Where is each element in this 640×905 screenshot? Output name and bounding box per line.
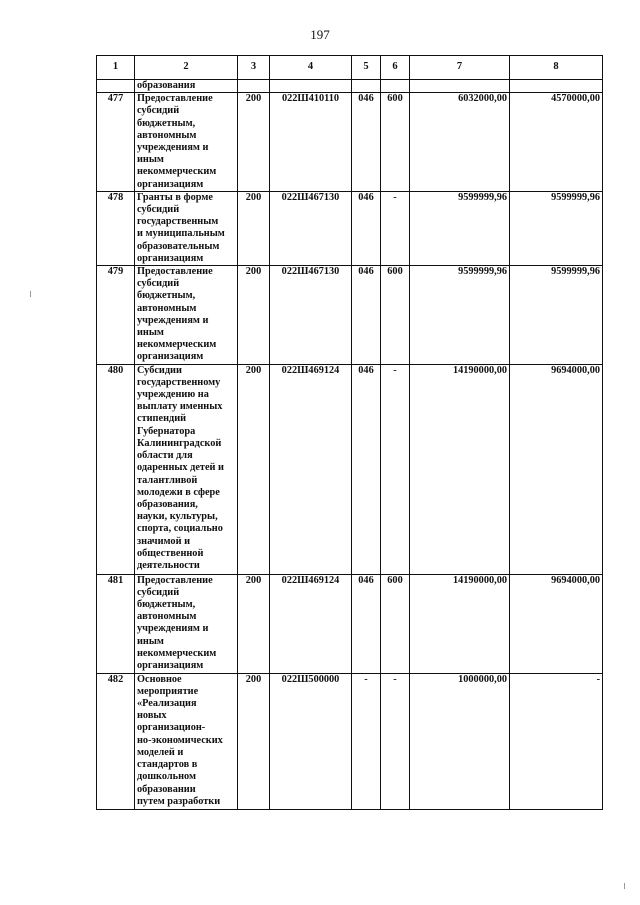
cell-section: 046 — [352, 93, 381, 192]
cell-expense-type: - — [381, 191, 410, 265]
cell-amount-2: 9694000,00 — [510, 574, 603, 673]
cell-section: 046 — [352, 574, 381, 673]
cell-code: 200 — [238, 364, 270, 574]
cell-amount-1 — [410, 80, 510, 93]
budget-table — [96, 55, 603, 810]
column-header: 4 — [270, 56, 352, 80]
cell-target-article: 022Ш467130 — [270, 191, 352, 265]
table-row-continuation — [97, 80, 603, 93]
cell-section — [352, 80, 381, 93]
cell-amount-1: 14190000,00 — [410, 364, 510, 574]
column-header: 8 — [510, 56, 603, 80]
column-header: 6 — [381, 56, 410, 80]
table-header-row — [97, 56, 603, 80]
cell-code: 200 — [238, 673, 270, 809]
cell-number: 481 — [97, 574, 135, 673]
column-header: 7 — [410, 56, 510, 80]
cell-description: Предоставление субсидий бюджетным, автономным учреждениям и иным некоммерческим организациям — [135, 574, 238, 673]
column-header: 1 — [97, 56, 135, 80]
cell-expense-type: 600 — [381, 93, 410, 192]
cell-code: 200 — [238, 191, 270, 265]
page-number: 197 — [310, 27, 330, 42]
table-row — [97, 93, 603, 192]
cell-amount-1: 14190000,00 — [410, 574, 510, 673]
cell-target-article: 022Ш469124 — [270, 574, 352, 673]
cell-target-article: 022Ш467130 — [270, 266, 352, 365]
table-row — [97, 364, 603, 574]
cell-amount-1: 6032000,00 — [410, 93, 510, 192]
cell-code — [238, 80, 270, 93]
cell-code: 200 — [238, 266, 270, 365]
cell-expense-type: - — [381, 673, 410, 809]
scan-speck — [624, 883, 625, 889]
table-row — [97, 266, 603, 365]
cell-amount-1: 1000000,00 — [410, 673, 510, 809]
cell-target-article: 022Ш500000 — [270, 673, 352, 809]
table-row — [97, 191, 603, 265]
column-header: 5 — [352, 56, 381, 80]
scan-speck — [30, 291, 31, 297]
cell-number: 477 — [97, 93, 135, 192]
cell-section: 046 — [352, 364, 381, 574]
cell-amount-2: 9599999,96 — [510, 191, 603, 265]
cell-description: Предоставление субсидий бюджетным, автономным учреждениям и иным некоммерческим организациям — [135, 93, 238, 192]
cell-amount-2: 9694000,00 — [510, 364, 603, 574]
column-header: 2 — [135, 56, 238, 80]
cell-amount-2 — [510, 80, 603, 93]
table-row — [97, 574, 603, 673]
cell-number — [97, 80, 135, 93]
cell-number: 478 — [97, 191, 135, 265]
cell-section: 046 — [352, 191, 381, 265]
cell-target-article: 022Ш410110 — [270, 93, 352, 192]
cell-section: 046 — [352, 266, 381, 365]
cell-expense-type: 600 — [381, 574, 410, 673]
table-row — [97, 673, 603, 809]
cell-description: Гранты в форме субсидий государственным и муниципальным образовательным организациям — [135, 191, 238, 265]
cell-number: 480 — [97, 364, 135, 574]
cell-description: Субсидии государственному учреждению на выплату именных стипендий Губернатора Калининградской области для одаренных детей и талантливой молодежи в сфере образования, науки, культуры, спорта, социально значимой и общественной деятельности — [135, 364, 238, 574]
cell-section: - — [352, 673, 381, 809]
column-header: 3 — [238, 56, 270, 80]
cell-description: Основное мероприятие «Реализация новых организацион- но-экономических моделей и стандартов в дошкольном образовании путем разработки — [135, 673, 238, 809]
cell-target-article: 022Ш469124 — [270, 364, 352, 574]
cell-number: 482 — [97, 673, 135, 809]
cell-code: 200 — [238, 574, 270, 673]
cell-expense-type: - — [381, 364, 410, 574]
cell-number: 479 — [97, 266, 135, 365]
cell-amount-2: 9599999,96 — [510, 266, 603, 365]
cell-code: 200 — [238, 93, 270, 192]
cell-expense-type — [381, 80, 410, 93]
cell-expense-type: 600 — [381, 266, 410, 365]
cell-description: Предоставление субсидий бюджетным, автономным учреждениям и иным некоммерческим организациям — [135, 266, 238, 365]
cell-amount-1: 9599999,96 — [410, 191, 510, 265]
cell-amount-1: 9599999,96 — [410, 266, 510, 365]
cell-target-article — [270, 80, 352, 93]
cell-amount-2: 4570000,00 — [510, 93, 603, 192]
cell-amount-2: - — [510, 673, 603, 809]
cell-description: образования — [135, 80, 238, 93]
